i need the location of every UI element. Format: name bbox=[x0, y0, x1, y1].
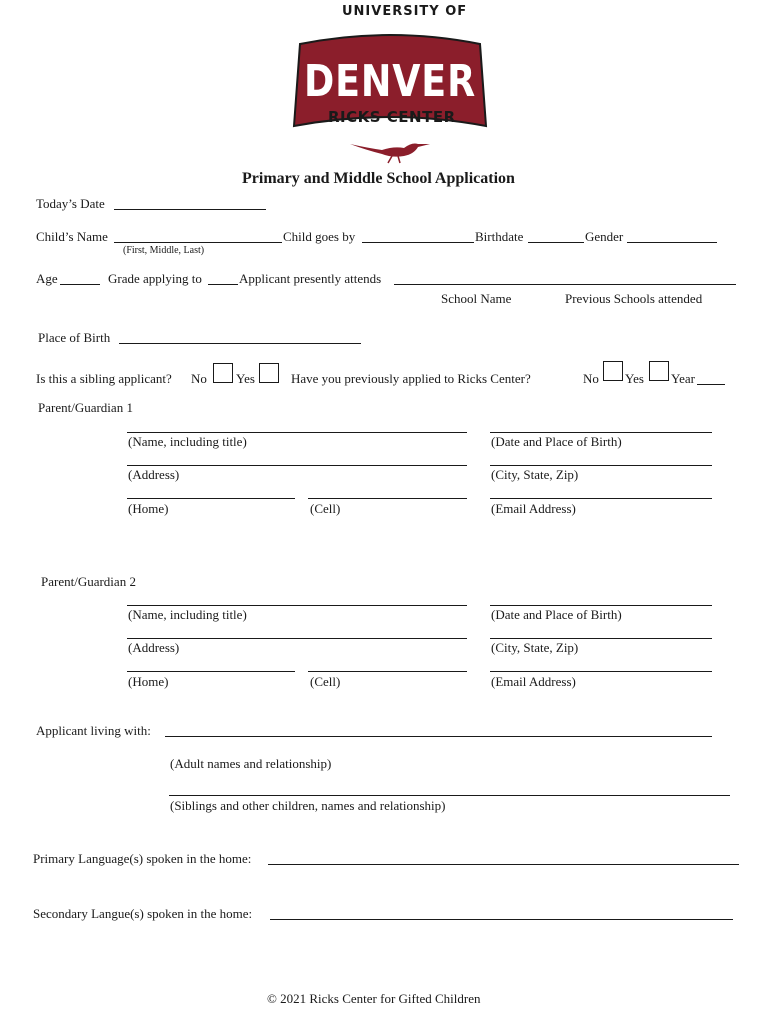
previous-schools-caption: Previous Schools attended bbox=[565, 291, 703, 306]
guardian2-email-field[interactable] bbox=[490, 671, 712, 672]
guardian1-address-caption: (Address) bbox=[128, 467, 180, 482]
place-of-birth-label: Place of Birth bbox=[38, 330, 111, 345]
sibling-no-checkbox[interactable] bbox=[213, 363, 233, 383]
applied-year-field[interactable] bbox=[697, 384, 725, 385]
logo-bottom-text: RICKS CENTER bbox=[328, 108, 456, 126]
applied-yes-label: Yes bbox=[625, 371, 644, 386]
guardian1-home-field[interactable] bbox=[127, 498, 295, 499]
guardian2-name-caption: (Name, including title) bbox=[128, 607, 247, 622]
primary-language-label: Primary Language(s) spoken in the home: bbox=[33, 851, 252, 866]
child-goes-by-field[interactable] bbox=[362, 242, 474, 243]
guardian1-name-field[interactable] bbox=[127, 432, 467, 433]
guardian1-dob-field[interactable] bbox=[490, 432, 712, 433]
guardian2-address-caption: (Address) bbox=[128, 640, 180, 655]
age-field[interactable] bbox=[60, 284, 100, 285]
guardian1-email-caption: (Email Address) bbox=[491, 501, 576, 516]
guardian2-home-field[interactable] bbox=[127, 671, 295, 672]
sibling-yes-checkbox[interactable] bbox=[259, 363, 279, 383]
sibling-yes-label: Yes bbox=[236, 371, 255, 386]
guardian1-name-caption: (Name, including title) bbox=[128, 434, 247, 449]
guardian2-email-caption: (Email Address) bbox=[491, 674, 576, 689]
guardian1-cell-caption: (Cell) bbox=[310, 501, 341, 516]
sibling-no-label: No bbox=[191, 371, 207, 386]
applied-year-label: Year bbox=[671, 371, 695, 386]
sibling-question: Is this a sibling applicant? bbox=[36, 371, 172, 386]
university-logo bbox=[290, 2, 490, 162]
guardian2-cell-caption: (Cell) bbox=[310, 674, 341, 689]
child-goes-by-label: Child goes by bbox=[283, 229, 356, 244]
guardian1-heading: Parent/Guardian 1 bbox=[38, 400, 133, 415]
childs-name-hint: (First, Middle, Last) bbox=[123, 245, 205, 256]
childs-name-field[interactable] bbox=[114, 242, 282, 243]
applied-yes-checkbox[interactable] bbox=[649, 361, 669, 381]
living-with-siblings-field[interactable] bbox=[169, 795, 730, 796]
guardian1-city-caption: (City, State, Zip) bbox=[491, 467, 579, 482]
guardian1-email-field[interactable] bbox=[490, 498, 712, 499]
logo-main-text: DENVER bbox=[304, 56, 476, 107]
school-name-caption: School Name bbox=[441, 291, 512, 306]
living-with-label: Applicant living with: bbox=[36, 723, 151, 738]
place-of-birth-field[interactable] bbox=[119, 343, 361, 344]
footer-copyright: © 2021 Ricks Center for Gifted Children bbox=[267, 991, 481, 1006]
guardian2-cell-field[interactable] bbox=[308, 671, 467, 672]
guardian2-home-caption: (Home) bbox=[128, 674, 169, 689]
guardian2-city-field[interactable] bbox=[490, 638, 712, 639]
guardian1-cell-field[interactable] bbox=[308, 498, 467, 499]
guardian2-heading: Parent/Guardian 2 bbox=[41, 574, 136, 589]
childs-name-label: Child’s Name bbox=[36, 229, 108, 244]
living-adults-caption: (Adult names and relationship) bbox=[170, 756, 332, 771]
presently-attends-field[interactable] bbox=[394, 284, 736, 285]
guardian2-dob-field[interactable] bbox=[490, 605, 712, 606]
birthdate-field[interactable] bbox=[528, 242, 584, 243]
birthdate-label: Birthdate bbox=[475, 229, 524, 244]
guardian2-city-caption: (City, State, Zip) bbox=[491, 640, 579, 655]
guardian1-address-field[interactable] bbox=[127, 465, 467, 466]
guardian1-city-field[interactable] bbox=[490, 465, 712, 466]
presently-attends-label: Applicant presently attends bbox=[239, 271, 382, 286]
applied-no-label: No bbox=[583, 371, 599, 386]
todays-date-field[interactable] bbox=[114, 209, 266, 210]
grade-applying-field[interactable] bbox=[208, 284, 238, 285]
primary-language-field[interactable] bbox=[268, 864, 739, 865]
guardian1-dob-caption: (Date and Place of Birth) bbox=[491, 434, 622, 449]
gender-label: Gender bbox=[585, 229, 624, 244]
living-siblings-caption: (Siblings and other children, names and relationship) bbox=[170, 798, 446, 813]
guardian2-address-field[interactable] bbox=[127, 638, 467, 639]
roadrunner-icon bbox=[348, 136, 432, 164]
living-with-adults-field[interactable] bbox=[165, 736, 712, 737]
guardian1-home-caption: (Home) bbox=[128, 501, 169, 516]
age-label: Age bbox=[36, 271, 58, 286]
applied-no-checkbox[interactable] bbox=[603, 361, 623, 381]
secondary-language-label: Secondary Langue(s) spoken in the home: bbox=[33, 906, 253, 921]
grade-applying-label: Grade applying to bbox=[108, 271, 202, 286]
logo-top-text: UNIVERSITY OF bbox=[342, 4, 468, 19]
secondary-language-field[interactable] bbox=[270, 919, 733, 920]
applied-question: Have you previously applied to Ricks Center? bbox=[291, 371, 531, 386]
gender-field[interactable] bbox=[627, 242, 717, 243]
page-title: Primary and Middle School Application bbox=[242, 170, 515, 187]
guardian2-dob-caption: (Date and Place of Birth) bbox=[491, 607, 622, 622]
todays-date-label: Today’s Date bbox=[36, 196, 105, 211]
guardian2-name-field[interactable] bbox=[127, 605, 467, 606]
